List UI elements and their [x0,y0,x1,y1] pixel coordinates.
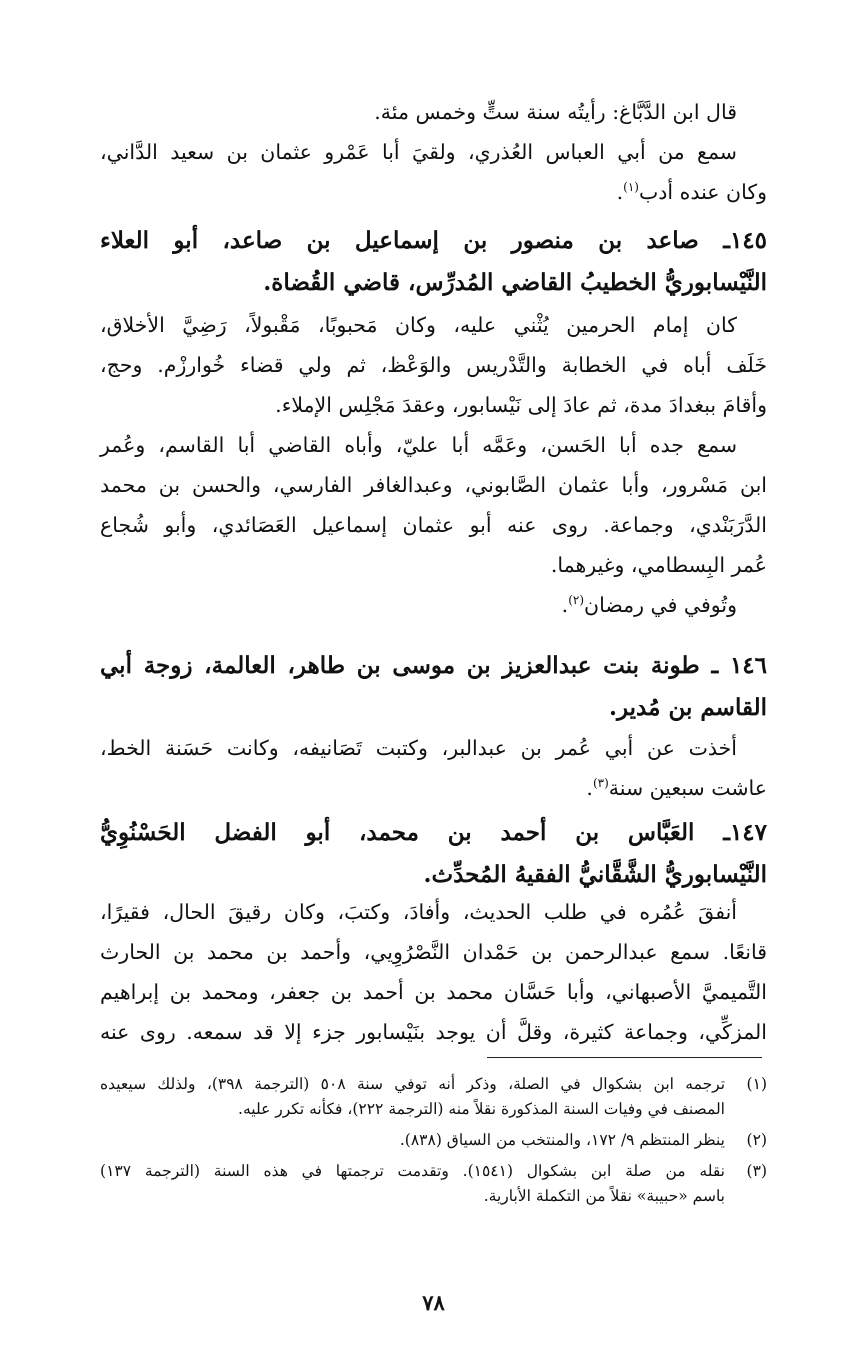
text-line-body: وتُوفي في رمضان [584,593,737,617]
entry-147-heading [100,812,767,896]
footnote [100,1072,767,1122]
footnote-divider [487,1057,762,1058]
footnote-body [100,1072,725,1122]
text-line-body: وكان عنده أدب [638,180,767,204]
text-line: عُمر البِسطامي، وغيرهما. [550,553,767,577]
page-number: ٧٨ [422,1290,445,1315]
entry-146-body [100,728,767,808]
footnote-line: باسم «حبيبة» نقلاً من التكملة الأبارية. [483,1187,725,1205]
entry-147-body [100,892,767,1052]
footnote-line: المصنف في وفيات السنة المذكورة نقلاً منه (الترجمة ٢٢٢)، فكأنه تكرر عليه. [238,1100,725,1118]
text-line-end: . [616,180,624,204]
text-line: سمع جده أبا الحَسن، وعَمَّه أبا عليّ، وأباه القاضي أبا القاسم، وعُمر [100,433,737,457]
text-line: وأقامَ ببغدادَ مدة، ثم عادَ إلى نَيْسابور، وعقدَ مَجْلِس الإملاء. [275,393,767,417]
entry-145-body [100,305,767,625]
footnote [100,1128,767,1153]
text-line [100,172,767,212]
main-text [100,92,767,212]
entry-145-heading [100,220,767,304]
text-line-end: . [561,593,569,617]
footnote-line: ينظر المنتظم ٩/ ١٧٢، والمنتخب من السياق (٨٣٨). [399,1131,725,1149]
footnote-body [100,1128,725,1153]
heading-line: ١٤٧ـ العَبَّاس بن أحمد بن محمد، أبو الفضل الحَسْنُوِيُّ [100,819,767,846]
footnote-number: (١) [746,1075,767,1093]
footnote-ref: (٢) [568,593,585,608]
text-line: قانعًا. سمع عبدالرحمن بن حَمْدان النَّصْرُوِيي، وأحمد بن محمد بن الحارث [100,940,767,964]
text-line: أخذت عن أبي عُمر بن عبدالبر، وكتبت تَصَانيفه، وكانت حَسَنة الخط، [100,736,737,760]
footnote [100,1159,767,1209]
text-line: الدَّرَبَنْدي، وجماعة. روى عنه أبو عثمان إسماعيل العَصَائدي، وأبو شُجاع [100,513,767,537]
text-line: سمع من أبي العباس العُذري، ولقيَ أبا عَمْرو عثمان بن سعيد الدَّاني، [100,140,737,164]
heading-line: ١٤٦ ـ طونة بنت عبدالعزيز بن موسى بن طاهر، العالمة، زوجة أبي [100,652,767,679]
footnotes [100,1072,767,1209]
footnote-line: نقله من صلة ابن بشكوال (١٥٤١). وتقدمت ترجمتها في هذه السنة (الترجمة ١٣٧) [100,1162,725,1180]
text-line [100,585,767,625]
footnote-ref: (٣) [592,776,609,791]
text-line: كان إمام الحرمين يُثْني عليه، وكان مَحبوبًا، مَقْبولاً، رَضِيَّ الأخلاق، [100,313,737,337]
text-line-end: . [586,776,593,800]
text-line-body: عاشت سبعين سنة [608,776,767,800]
text-line: ابن مَسْرور، وأبا عثمان الصَّابوني، وعبدالغافر الفارسي، والحسن بن محمد [100,473,767,497]
text-line: خَلَف أباه في الخطابة والتَّدْريس والوَعْظ، ثم ولي قضاء خُوارزْم. وحج، [100,353,767,377]
footnote-number: (٣) [746,1162,767,1180]
heading-line: القاسم بن مُدير. [608,694,767,721]
footnote-number: (٢) [746,1131,767,1149]
footnote-line: ترجمه ابن بشكوال في الصلة، وذكر أنه توفي سنة ٥٠٨ (الترجمة ٣٩٨)، ولذلك سيعيده [100,1075,726,1093]
text-line: قال ابن الدَّبَّاغ: رأيتُه سنة ستٍّ وخمس مئة. [374,100,737,124]
footnote-ref: (١) [623,180,639,195]
footnote-body [100,1159,725,1209]
heading-line: النَّيْسابوريُّ الشَّقَّانيُّ الفقيهُ المُحدِّث. [423,861,767,888]
heading-line: النَّيْسابوريُّ الخطيبُ القاضي المُدرِّس، قاضي القُضاة. [263,269,767,296]
entry-146-heading [100,645,767,729]
text-line: أنفقَ عُمُره في طلب الحديث، وأفادَ، وكتبَ، وكان رقيقَ الحال، فقيرًا، [100,900,737,924]
heading-line: ١٤٥ـ صاعد بن منصور بن إسماعيل بن صاعد، أبو العلاء [100,227,767,254]
text-line: التَّميميَّ الأصبهاني، وأبا حَسَّان محمد بن أحمد بن جعفر، ومحمد بن إبراهيم [100,980,767,1004]
text-line [100,768,767,808]
text-line: المزكِّي، وجماعة كثيرة، وقلَّ أن يوجد بنَيْسابور جزء إلا قد سمعه. روى عنه [100,1020,767,1044]
